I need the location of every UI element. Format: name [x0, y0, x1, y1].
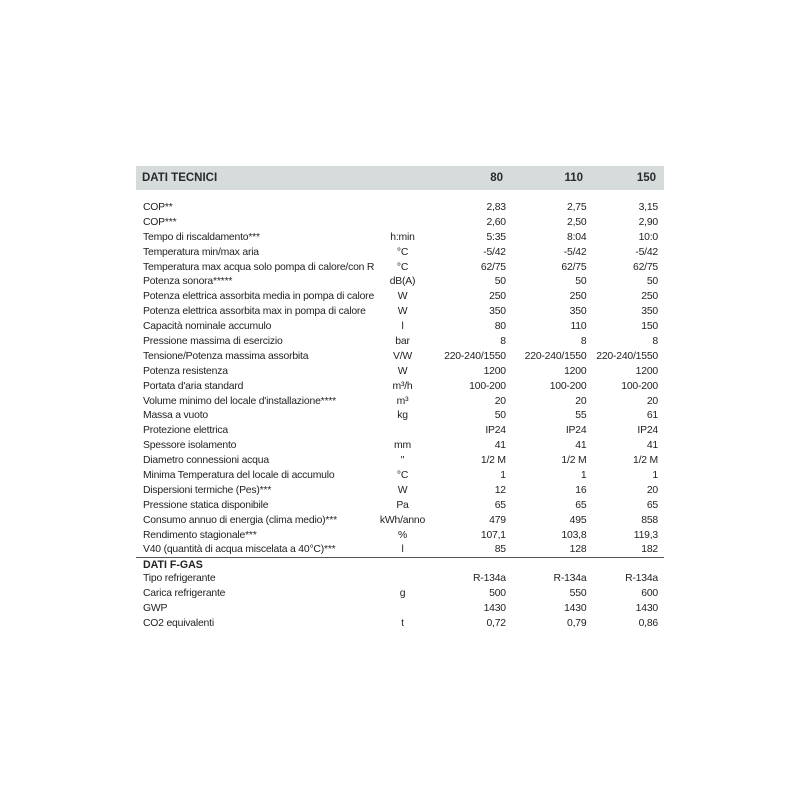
table-row [136, 468, 664, 483]
table-row [136, 453, 664, 468]
value-150: 250 [641, 291, 658, 303]
table-row [136, 215, 664, 230]
row-unit: " [400, 455, 405, 467]
value-80: 350 [489, 306, 506, 318]
table-title: DATI TECNICI [142, 172, 218, 184]
table-row [136, 245, 664, 260]
table-row [136, 423, 664, 438]
value-110: 50 [575, 276, 587, 288]
value-110: 2,75 [566, 201, 587, 213]
value-110: 8:04 [566, 231, 587, 243]
row-unit: m³/h [392, 380, 413, 392]
value-80: 50 [494, 276, 506, 288]
table-row [136, 230, 664, 245]
row-label: Potenza sonora***** [143, 276, 233, 288]
table-row [136, 438, 664, 453]
column-header-80: 80 [490, 172, 503, 184]
value-110: 8 [580, 335, 587, 347]
table-row [136, 379, 664, 394]
value-80: 2,83 [486, 201, 506, 213]
value-110: R-134a [553, 573, 587, 585]
value-110: 495 [569, 514, 587, 526]
row-unit: W [397, 291, 408, 303]
value-150: 1/2 M [633, 455, 658, 467]
value-110: 1/2 M [561, 455, 587, 467]
row-label: Carica refrigerante [143, 588, 226, 600]
table-row [136, 616, 664, 631]
row-unit: °C [396, 469, 409, 481]
row-label: Tensione/Potenza massima assorbita [143, 350, 309, 362]
row-unit: °C [396, 246, 409, 258]
value-150: 41 [646, 440, 658, 452]
value-150: 1430 [635, 603, 658, 615]
row-unit: V/W [392, 350, 412, 362]
value-110: 20 [575, 395, 587, 407]
value-150: 600 [641, 588, 658, 600]
table-row [136, 528, 664, 543]
value-80: 8 [500, 335, 506, 347]
value-150: 100-200 [621, 380, 658, 392]
table-row [136, 394, 664, 409]
row-unit: °C [396, 261, 409, 273]
row-unit: l [401, 544, 404, 556]
value-110: 250 [569, 291, 587, 303]
value-80: 479 [489, 514, 506, 526]
value-110: 220-240/1550 [524, 350, 587, 362]
value-150: IP24 [637, 425, 658, 437]
value-150: 119,3 [633, 529, 658, 541]
column-header-150: 150 [636, 172, 656, 184]
table-row [136, 498, 664, 513]
row-label: Potenza elettrica assorbita max in pompa di calore [143, 306, 366, 318]
row-label: Diametro connessioni acqua [143, 455, 269, 467]
table-row [136, 289, 664, 304]
row-label: Potenza resistenza [143, 365, 228, 377]
row-unit: dB(A) [389, 276, 416, 288]
value-150: 20 [646, 484, 658, 496]
value-150: 65 [646, 499, 658, 511]
table-row [136, 408, 664, 423]
value-110: 55 [575, 410, 587, 422]
value-80: 250 [489, 291, 506, 303]
row-label: Volume minimo del locale d'installazione**** [143, 395, 337, 407]
value-150: 61 [646, 410, 658, 422]
value-110: 1200 [564, 365, 587, 377]
row-unit: Pa [396, 499, 409, 511]
row-label: Capacità nominale accumulo [143, 321, 272, 333]
value-150: -5/42 [635, 246, 658, 258]
row-label: V40 (quantità di acqua miscelata a 40°C)*** [143, 544, 336, 556]
value-110: 1430 [564, 603, 587, 615]
row-unit: W [397, 306, 408, 318]
row-label: Minima Temperatura del locale di accumulo [143, 469, 335, 481]
value-80: 50 [494, 410, 506, 422]
value-150: 182 [641, 544, 658, 556]
value-80: 1430 [483, 603, 506, 615]
row-label: Tempo di riscaldamento*** [143, 231, 260, 243]
table-row [136, 364, 664, 379]
value-150: 3,15 [638, 201, 658, 213]
table-row [136, 200, 664, 215]
value-150: 858 [641, 514, 658, 526]
row-unit: m³ [396, 395, 409, 407]
row-label: Protezione elettrica [143, 425, 228, 437]
value-110: -5/42 [563, 246, 587, 258]
table-row [136, 586, 664, 601]
fgas-section-title: DATI F-GAS [136, 557, 664, 571]
value-110: 62/75 [561, 261, 587, 273]
table-row [136, 274, 664, 289]
value-150: 0,86 [638, 618, 658, 630]
value-110: 16 [575, 484, 587, 496]
value-110: 0,79 [566, 618, 587, 630]
table-row [136, 513, 664, 528]
row-label: Dispersioni termiche (Pes)*** [143, 484, 272, 496]
table-row [136, 260, 664, 275]
table-row [136, 349, 664, 364]
value-150: 50 [646, 276, 658, 288]
table-row [136, 601, 664, 616]
value-80: 85 [494, 544, 506, 556]
row-unit: l [401, 321, 404, 333]
row-label: Portata d'aria standard [143, 380, 244, 392]
value-80: 107,1 [480, 529, 506, 541]
row-unit: % [397, 529, 408, 541]
row-unit: t [401, 618, 404, 630]
value-150: 62/75 [632, 261, 658, 273]
value-80: IP24 [485, 425, 506, 437]
row-label: Temperatura min/max aria [143, 246, 259, 258]
table-row [136, 304, 664, 319]
row-unit: W [397, 365, 408, 377]
technical-data-table [136, 166, 664, 631]
value-80: 100-200 [469, 380, 506, 392]
table-row [136, 542, 664, 557]
value-110: 1 [580, 469, 587, 481]
row-unit: W [397, 484, 408, 496]
value-80: R-134a [473, 573, 506, 585]
value-80: 41 [494, 440, 506, 452]
column-header-110: 110 [564, 172, 583, 184]
table-row [136, 571, 664, 586]
value-110: 41 [575, 440, 587, 452]
value-80: 2,60 [486, 216, 506, 228]
value-80: 20 [494, 395, 506, 407]
table-header [136, 166, 664, 190]
table-row [136, 334, 664, 349]
value-80: 80 [494, 321, 506, 333]
value-80: 65 [494, 499, 506, 511]
value-80: 500 [489, 588, 506, 600]
row-label: CO2 equivalenti [143, 618, 214, 630]
value-80: 0,72 [486, 618, 506, 630]
value-80: 5:35 [486, 231, 506, 243]
value-80: 1 [500, 469, 506, 481]
fgas-rows [136, 571, 664, 631]
row-label: COP** [143, 201, 173, 213]
row-unit: h:min [390, 231, 415, 243]
value-110: 350 [569, 306, 587, 318]
value-110: 128 [569, 544, 587, 556]
value-80: -5/42 [483, 246, 506, 258]
row-label: Rendimento stagionale*** [143, 529, 257, 541]
value-150: 20 [646, 395, 658, 407]
value-80: 1/2 M [480, 455, 506, 467]
value-110: 110 [570, 321, 587, 333]
row-unit: bar [395, 335, 410, 347]
value-110: 550 [569, 588, 587, 600]
row-label: Temperatura max acqua solo pompa di calore/con R [143, 261, 375, 273]
value-110: 2,50 [566, 216, 587, 228]
value-150: 8 [652, 335, 658, 347]
row-unit: g [399, 588, 406, 600]
row-label: Potenza elettrica assorbita media in pompa di calore [143, 291, 375, 303]
value-150: 10:0 [638, 231, 658, 243]
row-label: Massa a vuoto [143, 410, 208, 422]
row-label: Spessore isolamento [143, 440, 237, 452]
value-110: 103,8 [561, 529, 587, 541]
value-110: 100-200 [549, 380, 587, 392]
row-unit: mm [394, 440, 411, 452]
value-110: IP24 [565, 425, 587, 437]
value-150: 150 [641, 321, 658, 333]
row-label: Tipo refrigerante [143, 573, 216, 585]
value-150: 1 [652, 469, 658, 481]
row-unit: kWh/anno [379, 514, 426, 526]
table-row [136, 483, 664, 498]
row-label: GWP [143, 603, 168, 615]
row-label: Consumo annuo di energia (clima medio)*** [143, 514, 337, 526]
value-80: 12 [494, 484, 506, 496]
row-unit: kg [397, 410, 408, 422]
value-80: 220-240/1550 [444, 350, 506, 362]
value-80: 62/75 [480, 261, 506, 273]
value-80: 1200 [483, 365, 506, 377]
value-150: 220-240/1550 [596, 350, 658, 362]
value-150: R-134a [625, 573, 658, 585]
table-row [136, 319, 664, 334]
value-110: 65 [575, 499, 587, 511]
technical-rows [136, 200, 664, 557]
value-150: 1200 [635, 365, 658, 377]
value-150: 350 [641, 306, 658, 318]
value-150: 2,90 [638, 216, 658, 228]
row-label: COP*** [143, 216, 177, 228]
row-label: Pressione statica disponibile [143, 499, 269, 511]
row-label: Pressione massima di esercizio [143, 335, 283, 347]
